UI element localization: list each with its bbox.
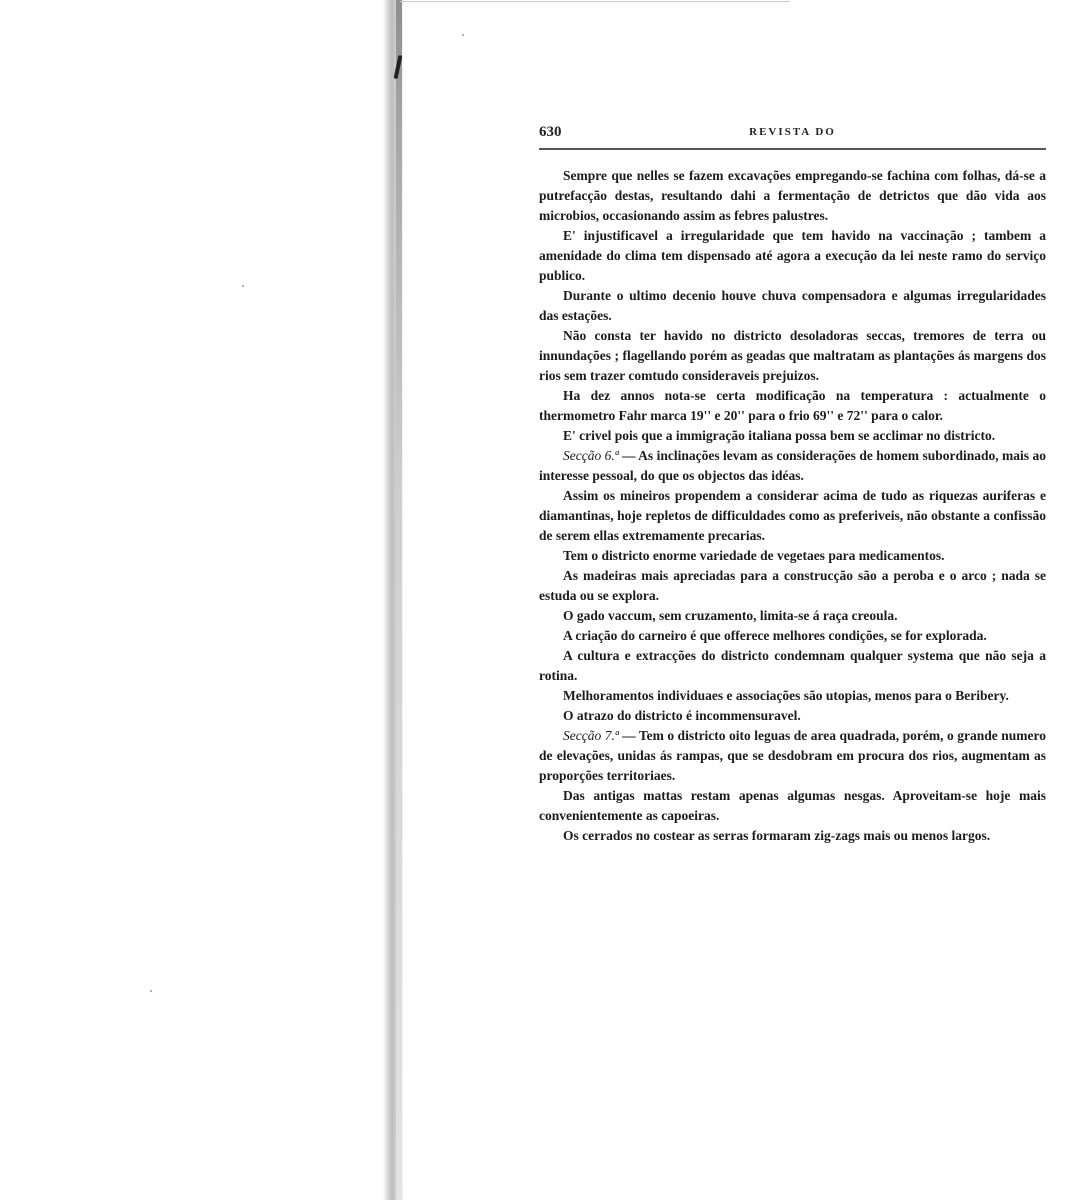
paragraph-text: — Tem o districto oito leguas de area quadrada, porém, o grande numero de elevações, unidas ás rampas, que se desdobram em procura dos rios, augmentam as proporções territoriaes.: [539, 728, 1046, 783]
paragraph: [539, 446, 1046, 486]
paragraph: [539, 606, 1046, 626]
paragraph: [539, 686, 1046, 706]
paragraph: [539, 426, 1046, 446]
paragraph-text: A criação do carneiro é que offerece melhores condições, se for explorada.: [563, 628, 987, 643]
speck: [242, 285, 244, 287]
book-gutter: [396, 0, 402, 1200]
paragraph-text: A cultura e extracções do districto condemnam qualquer systema que não seja a rotina.: [539, 648, 1046, 683]
paragraph-text: Tem o districto enorme variedade de vegetaes para medicamentos.: [563, 548, 945, 563]
paragraph-text: Das antigas mattas restam apenas algumas nesgas. Aproveitam-se hoje mais convenientemente as capoeiras.: [539, 788, 1046, 823]
paragraph: [539, 386, 1046, 426]
body-text: [539, 166, 1046, 846]
paragraph: [539, 626, 1046, 646]
header-rule: [539, 148, 1046, 150]
paragraph: [539, 646, 1046, 686]
paragraph-text: Os cerrados no costear as serras formaram zig-zags mais ou menos largos.: [563, 828, 991, 843]
paragraph: [539, 326, 1046, 386]
paragraph: [539, 286, 1046, 326]
paragraph-text: Melhoramentos individuaes e associações são utopias, menos para o Beribery.: [563, 688, 1009, 703]
paragraph-text: Sempre que nelles se fazem excavações empregando-se fachina com folhas, dá-se a putrefacção destas, resultando dahi a fermentação de detrictos que dão vida aos microbios, occasionando assim as febres palustres.: [539, 168, 1046, 223]
paragraph-text: — As inclinações levam as considerações de homem subordinado, mais ao interesse pessoal, do que os objectos das idéas.: [539, 448, 1046, 483]
paragraph-text: Durante o ultimo decenio houve chuva compensadora e algumas irregularidades das estações.: [539, 288, 1046, 323]
paragraph: [539, 826, 1046, 846]
paragraph: [539, 226, 1046, 286]
paragraph-text: Ha dez annos nota-se certa modificação na temperatura : actualmente o thermometro Fahr marca 19'' e 20'' para o frio 69'' e 72'' para o calor.: [539, 388, 1046, 423]
paragraph-text: E' injustificavel a irregularidade que tem havido na vaccinação ; tambem a amenidade do clima tem dispensado até agora a execução da lei neste ramo do serviço publico.: [539, 228, 1046, 283]
paragraph-text: Não consta ter havido no districto desoladoras seccas, tremores de terra ou innundações ; flagellando porém as geadas que maltratam as plantações ás margens dos rios sem trazer comtudo consideraveis prejuizos.: [539, 328, 1046, 383]
page-header: [539, 124, 1046, 144]
page-top-edge: [400, 1, 790, 2]
paragraph: [539, 566, 1046, 606]
paragraph-text: E' crivel pois que a immigração italiana possa bem se acclimar no districto.: [563, 428, 996, 443]
paragraph: [539, 166, 1046, 226]
page-number: 630: [539, 124, 562, 140]
section-label: Secção 7.ª: [563, 728, 619, 743]
paragraph-text: Assim os mineiros propendem a considerar acima de tudo as riquezas auriferas e diamantinas, hoje repletos de difficuldades como as preferiveis, não obstante a confissão de serem ellas extremamente precarias.: [539, 488, 1046, 543]
speck: [462, 34, 464, 36]
paragraph-text: O atrazo do districto é incommensuravel.: [563, 708, 801, 723]
section-label: Secção 6.ª: [563, 448, 619, 463]
running-head: REVISTA DO: [749, 126, 836, 138]
paragraph: [539, 786, 1046, 826]
speck: [150, 990, 152, 992]
paragraph: [539, 706, 1046, 726]
paragraph: [539, 726, 1046, 786]
paragraph: [539, 546, 1046, 566]
paragraph-text: As madeiras mais apreciadas para a construcção são a peroba e o arco ; nada se estuda ou se explora.: [539, 568, 1046, 603]
paragraph-text: O gado vaccum, sem cruzamento, limita-se á raça creoula.: [563, 608, 898, 623]
paragraph: [539, 486, 1046, 546]
